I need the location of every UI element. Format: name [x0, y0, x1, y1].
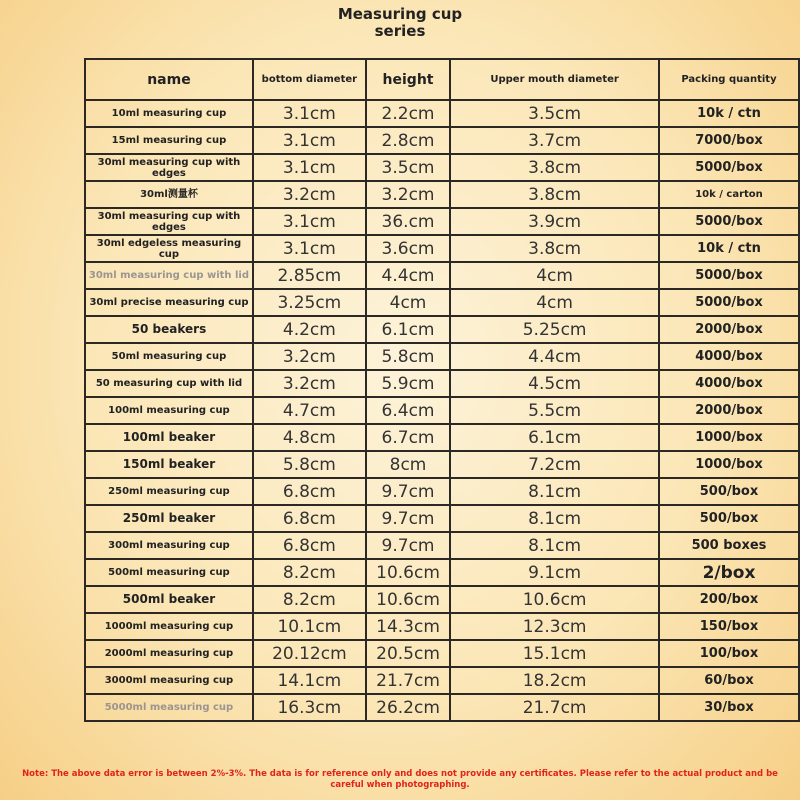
bottom-diameter-cell: 20.12cm	[253, 640, 366, 667]
table-row	[85, 613, 799, 640]
upper-diameter-cell: 3.8cm	[450, 235, 659, 262]
name-cell: 30ml measuring cup with edges	[85, 154, 253, 181]
bottom-diameter-cell: 3.2cm	[253, 370, 366, 397]
name-cell: 150ml beaker	[85, 451, 253, 478]
upper-diameter-cell: 3.8cm	[450, 181, 659, 208]
packing-cell: 4000/box	[659, 370, 799, 397]
upper-diameter-cell: 5.25cm	[450, 316, 659, 343]
packing-cell: 60/box	[659, 667, 799, 694]
height-cell: 4cm	[366, 289, 450, 316]
table-row	[85, 397, 799, 424]
table-row	[85, 343, 799, 370]
bottom-diameter-cell: 3.25cm	[253, 289, 366, 316]
upper-diameter-cell: 3.8cm	[450, 154, 659, 181]
disclaimer-note: Note: The above data error is between 2%-3%. The data is for reference only and does not provide any certificates. Please refer to the actual product and be careful when photographing.	[22, 769, 778, 790]
bottom-diameter-cell: 5.8cm	[253, 451, 366, 478]
name-cell: 2000ml measuring cup	[85, 640, 253, 667]
table-row	[85, 235, 799, 262]
packing-cell: 100/box	[659, 640, 799, 667]
bottom-diameter-cell: 4.2cm	[253, 316, 366, 343]
spec-table	[84, 58, 800, 722]
height-cell: 6.4cm	[366, 397, 450, 424]
packing-cell: 500/box	[659, 505, 799, 532]
table-row	[85, 532, 799, 559]
packing-cell: 200/box	[659, 586, 799, 613]
name-cell: 50ml measuring cup	[85, 343, 253, 370]
name-cell: 30ml测量杯	[85, 181, 253, 208]
title-line-2: series	[374, 22, 426, 40]
upper-diameter-cell: 21.7cm	[450, 694, 659, 721]
table-row	[85, 478, 799, 505]
bottom-diameter-cell: 4.7cm	[253, 397, 366, 424]
bottom-diameter-cell: 3.1cm	[253, 235, 366, 262]
table-row	[85, 181, 799, 208]
height-cell: 3.5cm	[366, 154, 450, 181]
name-cell: 300ml measuring cup	[85, 532, 253, 559]
bottom-diameter-cell: 10.1cm	[253, 613, 366, 640]
name-cell: 30ml measuring cup with edges	[85, 208, 253, 235]
table-row	[85, 316, 799, 343]
height-cell: 2.2cm	[366, 100, 450, 127]
height-cell: 10.6cm	[366, 586, 450, 613]
packing-cell: 1000/box	[659, 451, 799, 478]
packing-cell: 5000/box	[659, 208, 799, 235]
height-cell: 36.cm	[366, 208, 450, 235]
upper-diameter-cell: 8.1cm	[450, 505, 659, 532]
upper-diameter-cell: 8.1cm	[450, 532, 659, 559]
packing-cell: 500/box	[659, 478, 799, 505]
packing-cell: 5000/box	[659, 262, 799, 289]
upper-diameter-cell: 4cm	[450, 289, 659, 316]
packing-cell: 5000/box	[659, 154, 799, 181]
packing-cell: 500 boxes	[659, 532, 799, 559]
bottom-diameter-cell: 4.8cm	[253, 424, 366, 451]
height-cell: 3.6cm	[366, 235, 450, 262]
name-cell: 50 beakers	[85, 316, 253, 343]
name-cell: 5000ml measuring cup	[85, 694, 253, 721]
name-cell: 500ml beaker	[85, 586, 253, 613]
upper-diameter-cell: 4.5cm	[450, 370, 659, 397]
upper-diameter-cell: 12.3cm	[450, 613, 659, 640]
packing-cell: 30/box	[659, 694, 799, 721]
name-cell: 10ml measuring cup	[85, 100, 253, 127]
name-cell: 100ml measuring cup	[85, 397, 253, 424]
bottom-diameter-cell: 8.2cm	[253, 586, 366, 613]
upper-diameter-cell: 10.6cm	[450, 586, 659, 613]
bottom-diameter-cell: 3.2cm	[253, 181, 366, 208]
bottom-diameter-cell: 6.8cm	[253, 505, 366, 532]
height-cell: 20.5cm	[366, 640, 450, 667]
header-bottom-diameter: bottom diameter	[253, 59, 366, 100]
upper-diameter-cell: 3.9cm	[450, 208, 659, 235]
name-cell: 500ml measuring cup	[85, 559, 253, 586]
bottom-diameter-cell: 2.85cm	[253, 262, 366, 289]
height-cell: 4.4cm	[366, 262, 450, 289]
name-cell: 30ml measuring cup with lid	[85, 262, 253, 289]
table-row	[85, 370, 799, 397]
height-cell: 5.9cm	[366, 370, 450, 397]
height-cell: 2.8cm	[366, 127, 450, 154]
table-row	[85, 289, 799, 316]
height-cell: 5.8cm	[366, 343, 450, 370]
upper-diameter-cell: 15.1cm	[450, 640, 659, 667]
height-cell: 21.7cm	[366, 667, 450, 694]
header-height: height	[366, 59, 450, 100]
bottom-diameter-cell: 3.1cm	[253, 100, 366, 127]
packing-cell: 7000/box	[659, 127, 799, 154]
header-upper-mouth-diameter: Upper mouth diameter	[450, 59, 659, 100]
upper-diameter-cell: 7.2cm	[450, 451, 659, 478]
height-cell: 8cm	[366, 451, 450, 478]
table-row	[85, 640, 799, 667]
upper-diameter-cell: 6.1cm	[450, 424, 659, 451]
height-cell: 6.1cm	[366, 316, 450, 343]
name-cell: 30ml edgeless measuring cup	[85, 235, 253, 262]
packing-cell: 10k / carton	[659, 181, 799, 208]
packing-cell: 5000/box	[659, 289, 799, 316]
page-title	[0, 6, 800, 40]
height-cell: 10.6cm	[366, 559, 450, 586]
table-header-row	[85, 59, 799, 100]
packing-cell: 2/box	[659, 559, 799, 586]
upper-diameter-cell: 3.5cm	[450, 100, 659, 127]
table-row	[85, 505, 799, 532]
name-cell: 100ml beaker	[85, 424, 253, 451]
height-cell: 6.7cm	[366, 424, 450, 451]
name-cell: 250ml measuring cup	[85, 478, 253, 505]
bottom-diameter-cell: 6.8cm	[253, 532, 366, 559]
height-cell: 3.2cm	[366, 181, 450, 208]
name-cell: 50 measuring cup with lid	[85, 370, 253, 397]
table-row	[85, 559, 799, 586]
name-cell: 3000ml measuring cup	[85, 667, 253, 694]
bottom-diameter-cell: 6.8cm	[253, 478, 366, 505]
bottom-diameter-cell: 3.1cm	[253, 127, 366, 154]
name-cell: 15ml measuring cup	[85, 127, 253, 154]
table-row	[85, 424, 799, 451]
name-cell: 1000ml measuring cup	[85, 613, 253, 640]
height-cell: 9.7cm	[366, 505, 450, 532]
upper-diameter-cell: 4.4cm	[450, 343, 659, 370]
packing-cell: 2000/box	[659, 316, 799, 343]
bottom-diameter-cell: 3.1cm	[253, 154, 366, 181]
packing-cell: 150/box	[659, 613, 799, 640]
table-row	[85, 262, 799, 289]
table-row	[85, 451, 799, 478]
upper-diameter-cell: 4cm	[450, 262, 659, 289]
table-row	[85, 154, 799, 181]
height-cell: 14.3cm	[366, 613, 450, 640]
table-row	[85, 127, 799, 154]
name-cell: 30ml precise measuring cup	[85, 289, 253, 316]
bottom-diameter-cell: 8.2cm	[253, 559, 366, 586]
upper-diameter-cell: 9.1cm	[450, 559, 659, 586]
bottom-diameter-cell: 3.2cm	[253, 343, 366, 370]
bottom-diameter-cell: 16.3cm	[253, 694, 366, 721]
bottom-diameter-cell: 3.1cm	[253, 208, 366, 235]
height-cell: 9.7cm	[366, 532, 450, 559]
table-row	[85, 586, 799, 613]
bottom-diameter-cell: 14.1cm	[253, 667, 366, 694]
title-line-1: Measuring cup	[337, 5, 463, 23]
table-row	[85, 100, 799, 127]
upper-diameter-cell: 3.7cm	[450, 127, 659, 154]
table-row	[85, 208, 799, 235]
height-cell: 26.2cm	[366, 694, 450, 721]
table-row	[85, 667, 799, 694]
upper-diameter-cell: 5.5cm	[450, 397, 659, 424]
header-packing-quantity: Packing quantity	[659, 59, 799, 100]
packing-cell: 10k / ctn	[659, 235, 799, 262]
header-name: name	[85, 59, 253, 100]
upper-diameter-cell: 8.1cm	[450, 478, 659, 505]
packing-cell: 10k / ctn	[659, 100, 799, 127]
packing-cell: 1000/box	[659, 424, 799, 451]
table-row	[85, 694, 799, 721]
height-cell: 9.7cm	[366, 478, 450, 505]
upper-diameter-cell: 18.2cm	[450, 667, 659, 694]
name-cell: 250ml beaker	[85, 505, 253, 532]
packing-cell: 4000/box	[659, 343, 799, 370]
packing-cell: 2000/box	[659, 397, 799, 424]
